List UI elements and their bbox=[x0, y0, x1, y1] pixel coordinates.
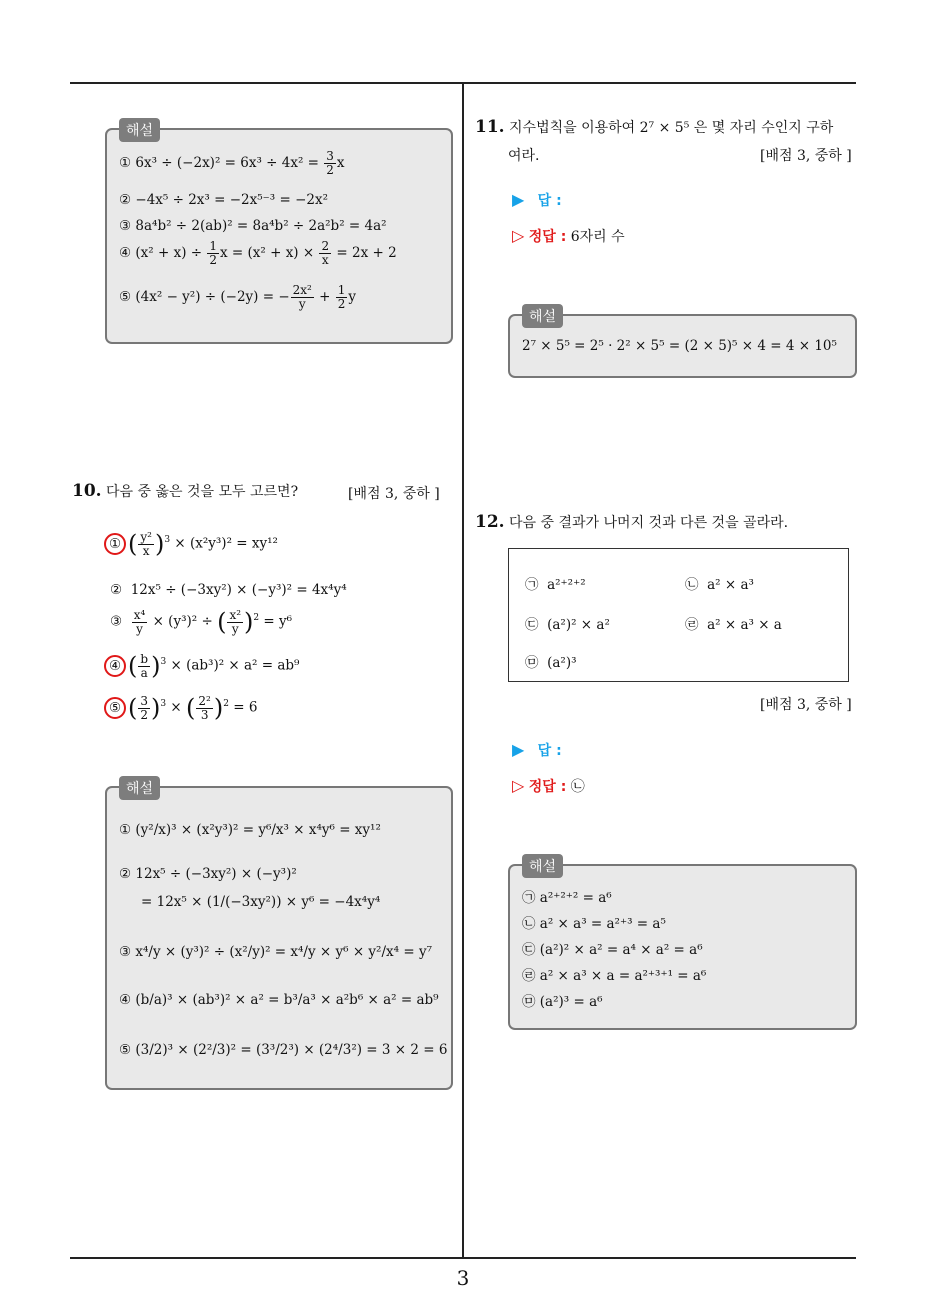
solution-line: ③ x⁴/y × (y³)² ÷ (x²/y)² = x⁴/y × y⁶ × y²/x⁴ = y⁷ bbox=[119, 944, 432, 960]
q10-points: [배점 3, 중하 ] bbox=[348, 486, 440, 502]
q12-solution-box bbox=[508, 859, 857, 1030]
column-divider bbox=[462, 84, 464, 1259]
solution-line: ㉠ a²⁺²⁺² = a⁶ bbox=[522, 890, 612, 906]
correct-circle: ⑤ bbox=[104, 697, 126, 719]
q9-solution-box bbox=[105, 123, 453, 344]
solution-tag: 해설 bbox=[119, 776, 160, 800]
q10-solution-box bbox=[105, 781, 453, 1090]
solution-line: ㉡ a² × a³ = a²⁺³ = a⁵ bbox=[522, 916, 666, 932]
q12-points: [배점 3, 중하 ] bbox=[760, 697, 852, 713]
solution-line: ② −4x⁵ ÷ 2x³ = −2x⁵⁻³ = −2x² bbox=[119, 192, 329, 208]
solution-line: ㉣ a² × a³ × a = a²⁺³⁺¹ = a⁶ bbox=[522, 968, 707, 984]
q10-option-5[interactable]: ⑤ ( $\frac{3}{2}$ )$^3$ × ( $\frac{\text{2²}}{3}$ )$^2$ = 6 bbox=[108, 694, 257, 722]
correct-circle: ① bbox=[104, 533, 126, 555]
q10-question: 10. 다음 중 옳은 것을 모두 고르면? bbox=[72, 481, 299, 501]
q12-option-c[interactable]: ㉢ (a²)² × a² bbox=[525, 617, 610, 633]
solution-line: ㉤ (a²)³ = a⁶ bbox=[522, 994, 603, 1010]
solution-line: ⑤ (4x² − y²) ÷ (−2y) = − $\frac{\text{2x²}}{y}$ + $\frac{1}{2}$ y bbox=[119, 283, 357, 311]
q11-question-cont: 여라. bbox=[508, 148, 540, 164]
outline-triangle-icon: ▷ bbox=[512, 226, 525, 245]
solution-tag: 해설 bbox=[119, 118, 160, 142]
q12-answer-field[interactable]: ▶ 답 : bbox=[512, 740, 562, 759]
q11-answer-field[interactable]: ▶ 답 : bbox=[512, 190, 562, 209]
q12-option-d[interactable]: ㉣ a² × a³ × a bbox=[685, 617, 782, 633]
q11-correct-answer: ▷ 정답 : 6자리 수 bbox=[512, 226, 625, 245]
q12-options-box bbox=[508, 548, 849, 682]
solution-line: 2⁷ × 5⁵ = 2⁵ · 2² × 5⁵ = (2 × 5)⁵ × 4 = 4 × 10⁵ bbox=[522, 338, 837, 354]
solution-line: ② 12x⁵ ÷ (−3xy²) × (−y³)² bbox=[119, 866, 297, 882]
q10-option-4[interactable]: ④ ( $\frac{b}{a}$ )$^3$ × (ab³)² × a² = ab⁹ bbox=[108, 652, 299, 680]
q12-option-e[interactable]: ㉤ (a²)³ bbox=[525, 655, 577, 671]
solution-line: ④ (b/a)³ × (ab³)² × a² = b³/a³ × a²b⁶ × a² = ab⁹ bbox=[119, 992, 439, 1008]
play-triangle-icon: ▶ bbox=[512, 190, 525, 209]
q12-correct-answer: ▷ 정답 : ㉡ bbox=[512, 776, 585, 795]
solution-tag: 해설 bbox=[522, 854, 563, 878]
solution-line: ⑤ (3/2)³ × (2²/3)² = (3³/2³) × (2⁴/3²) = 3 × 2 = 6 bbox=[119, 1042, 448, 1058]
solution-line: ㉢ (a²)² × a² = a⁴ × a² = a⁶ bbox=[522, 942, 703, 958]
page-number: 3 bbox=[456, 1266, 470, 1290]
q10-option-2[interactable]: ② 12x⁵ ÷ (−3xy²) × (−y³)² = 4x⁴y⁴ bbox=[110, 582, 347, 598]
q12-option-b[interactable]: ㉡ a² × a³ bbox=[685, 577, 754, 593]
q11-points: [배점 3, 중하 ] bbox=[760, 148, 852, 164]
solution-line: = 12x⁵ × (1/(−3xy²)) × y⁶ = −4x⁴y⁴ bbox=[141, 894, 381, 910]
outline-triangle-icon: ▷ bbox=[512, 776, 525, 795]
correct-circle: ④ bbox=[104, 655, 126, 677]
q10-option-1[interactable]: ① ( $\frac{\text{y²}}{x}$ )$^3$ × (x²y³)² = xy¹² bbox=[108, 530, 278, 558]
solution-line: ① (y²/x)³ × (x²y³)² = y⁶/x³ × x⁴y⁶ = xy¹² bbox=[119, 822, 381, 838]
q12-question: 12. 다음 중 결과가 나머지 것과 다른 것을 골라라. bbox=[475, 512, 789, 532]
q11-solution-box bbox=[508, 309, 857, 378]
solution-tag: 해설 bbox=[522, 304, 563, 328]
q12-option-a[interactable]: ㉠ a²⁺²⁺² bbox=[525, 577, 586, 593]
q11-question: 11. 지수법칙을 이용하여 2⁷ × 5⁵ 은 몇 자리 수인지 구하 bbox=[475, 117, 834, 137]
play-triangle-icon: ▶ bbox=[512, 740, 525, 759]
q10-option-3[interactable]: ③ $\frac{\text{x⁴}}{y}$ × (y³)² ÷ ( $\frac{\text{x²}}{y}$ )$^2$ = y⁶ bbox=[110, 607, 293, 636]
solution-line: ④ (x² + x) ÷ $\frac{1}{2}$ x = (x² + x) × $\frac{2}{x}$ = 2x + 2 bbox=[119, 239, 397, 267]
solution-line: ① 6x³ ÷ (−2x)² = 6x³ ÷ 4x² = $\frac{3}{2}$ x bbox=[119, 149, 345, 177]
solution-line: ③ 8a⁴b² ÷ 2(ab)² = 8a⁴b² ÷ 2a²b² = 4a² bbox=[119, 218, 387, 234]
